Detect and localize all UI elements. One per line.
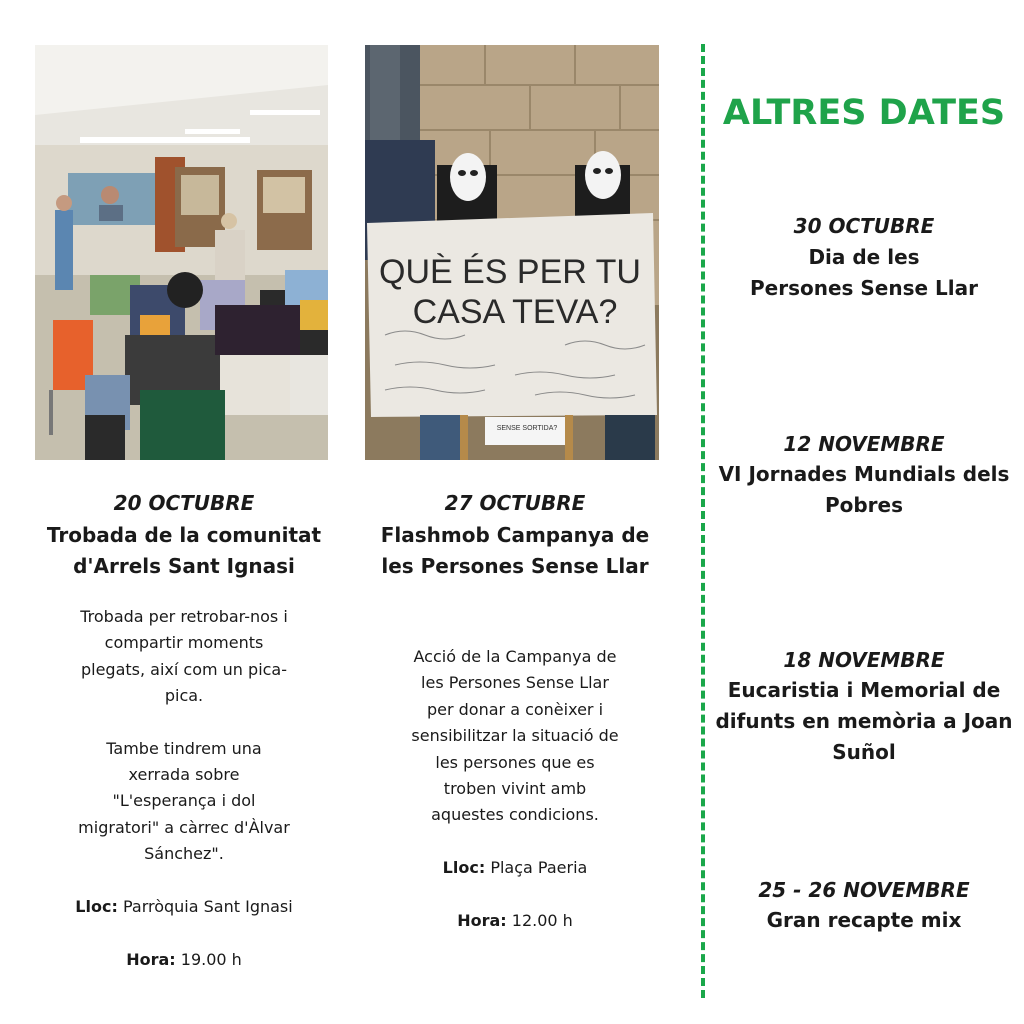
event-title [35, 520, 333, 582]
sign-line1: QUÈ ÉS PER TU [379, 253, 641, 291]
event-title-line: d'Arrels Sant Ignasi [73, 554, 295, 578]
other-date-title-line: VI Jornades Mundials dels [718, 462, 1010, 486]
event-title-line: Trobada de la comunitat [46, 523, 322, 547]
flashmob-photo [365, 45, 659, 460]
other-date: 25 - 26 NOVEMBRE [758, 878, 970, 902]
other-date-title-line: Eucaristia i Memorial de [727, 678, 1001, 702]
place-label: Lloc: [75, 896, 118, 916]
event-title-line: Flashmob Campanya de [380, 523, 650, 547]
event-place [35, 894, 333, 920]
event-date: 20 OCTUBRE [113, 491, 255, 515]
other-date-title [712, 459, 1016, 521]
event-time [365, 908, 665, 934]
time-label: Hora: [457, 910, 507, 930]
other-date-title-line: difunts en memòria a Joan [715, 709, 1013, 733]
time-value: 12.00 h [511, 910, 573, 930]
other-date-title-line: Dia de les [808, 245, 920, 269]
other-date: 30 OCTUBRE [793, 214, 935, 238]
event-title [365, 520, 665, 582]
other-date-title [712, 905, 1016, 936]
event-description: Tambe tindrem una xerrada sobre "L'esperança i dol migratori" a càrrec d'Àlvar Sánchez". [78, 738, 290, 864]
other-date: 12 NOVEMBRE [783, 432, 945, 456]
other-date-title-line: Suñol [832, 740, 896, 764]
other-date-title-line: Persones Sense Llar [750, 276, 978, 300]
other-date-title [712, 242, 1016, 304]
meeting-photo [35, 45, 328, 460]
event-card-1 [35, 490, 333, 973]
event-description: Trobada per retrobar-nos i compartir moments plegats, així com un pica- pica. [80, 607, 288, 706]
altres-dates-heading: ALTRES DATES [722, 93, 1006, 133]
dashed-divider [701, 44, 705, 998]
other-date-title-line: Gran recapte mix [766, 908, 962, 932]
sign-small-label: SENSE SORTIDA? [496, 425, 558, 432]
sign-line2: CASA TEVA? [412, 293, 618, 331]
other-date: 18 NOVEMBRE [783, 648, 945, 672]
place-value: Parròquia Sant Ignasi [122, 896, 293, 916]
event-description: Acció de la Campanya de les Persones Sense Llar per donar a conèixer i sensibilitzar la situació de les persones que es troben vivint amb aquestes condicions. [411, 647, 619, 825]
other-date-title-line: Pobres [824, 493, 904, 517]
other-date-title [712, 675, 1016, 768]
event-place [365, 855, 665, 881]
time-label: Hora: [126, 949, 176, 969]
place-value: Plaça Paeria [490, 857, 588, 877]
event-date: 27 OCTUBRE [444, 491, 586, 515]
place-label: Lloc: [442, 857, 486, 877]
event-title-line: les Persones Sense Llar [381, 554, 649, 578]
event-time [35, 947, 333, 973]
altres-dates-panel [712, 88, 1016, 932]
time-value: 19.00 h [180, 949, 242, 969]
event-card-2 [365, 490, 665, 934]
